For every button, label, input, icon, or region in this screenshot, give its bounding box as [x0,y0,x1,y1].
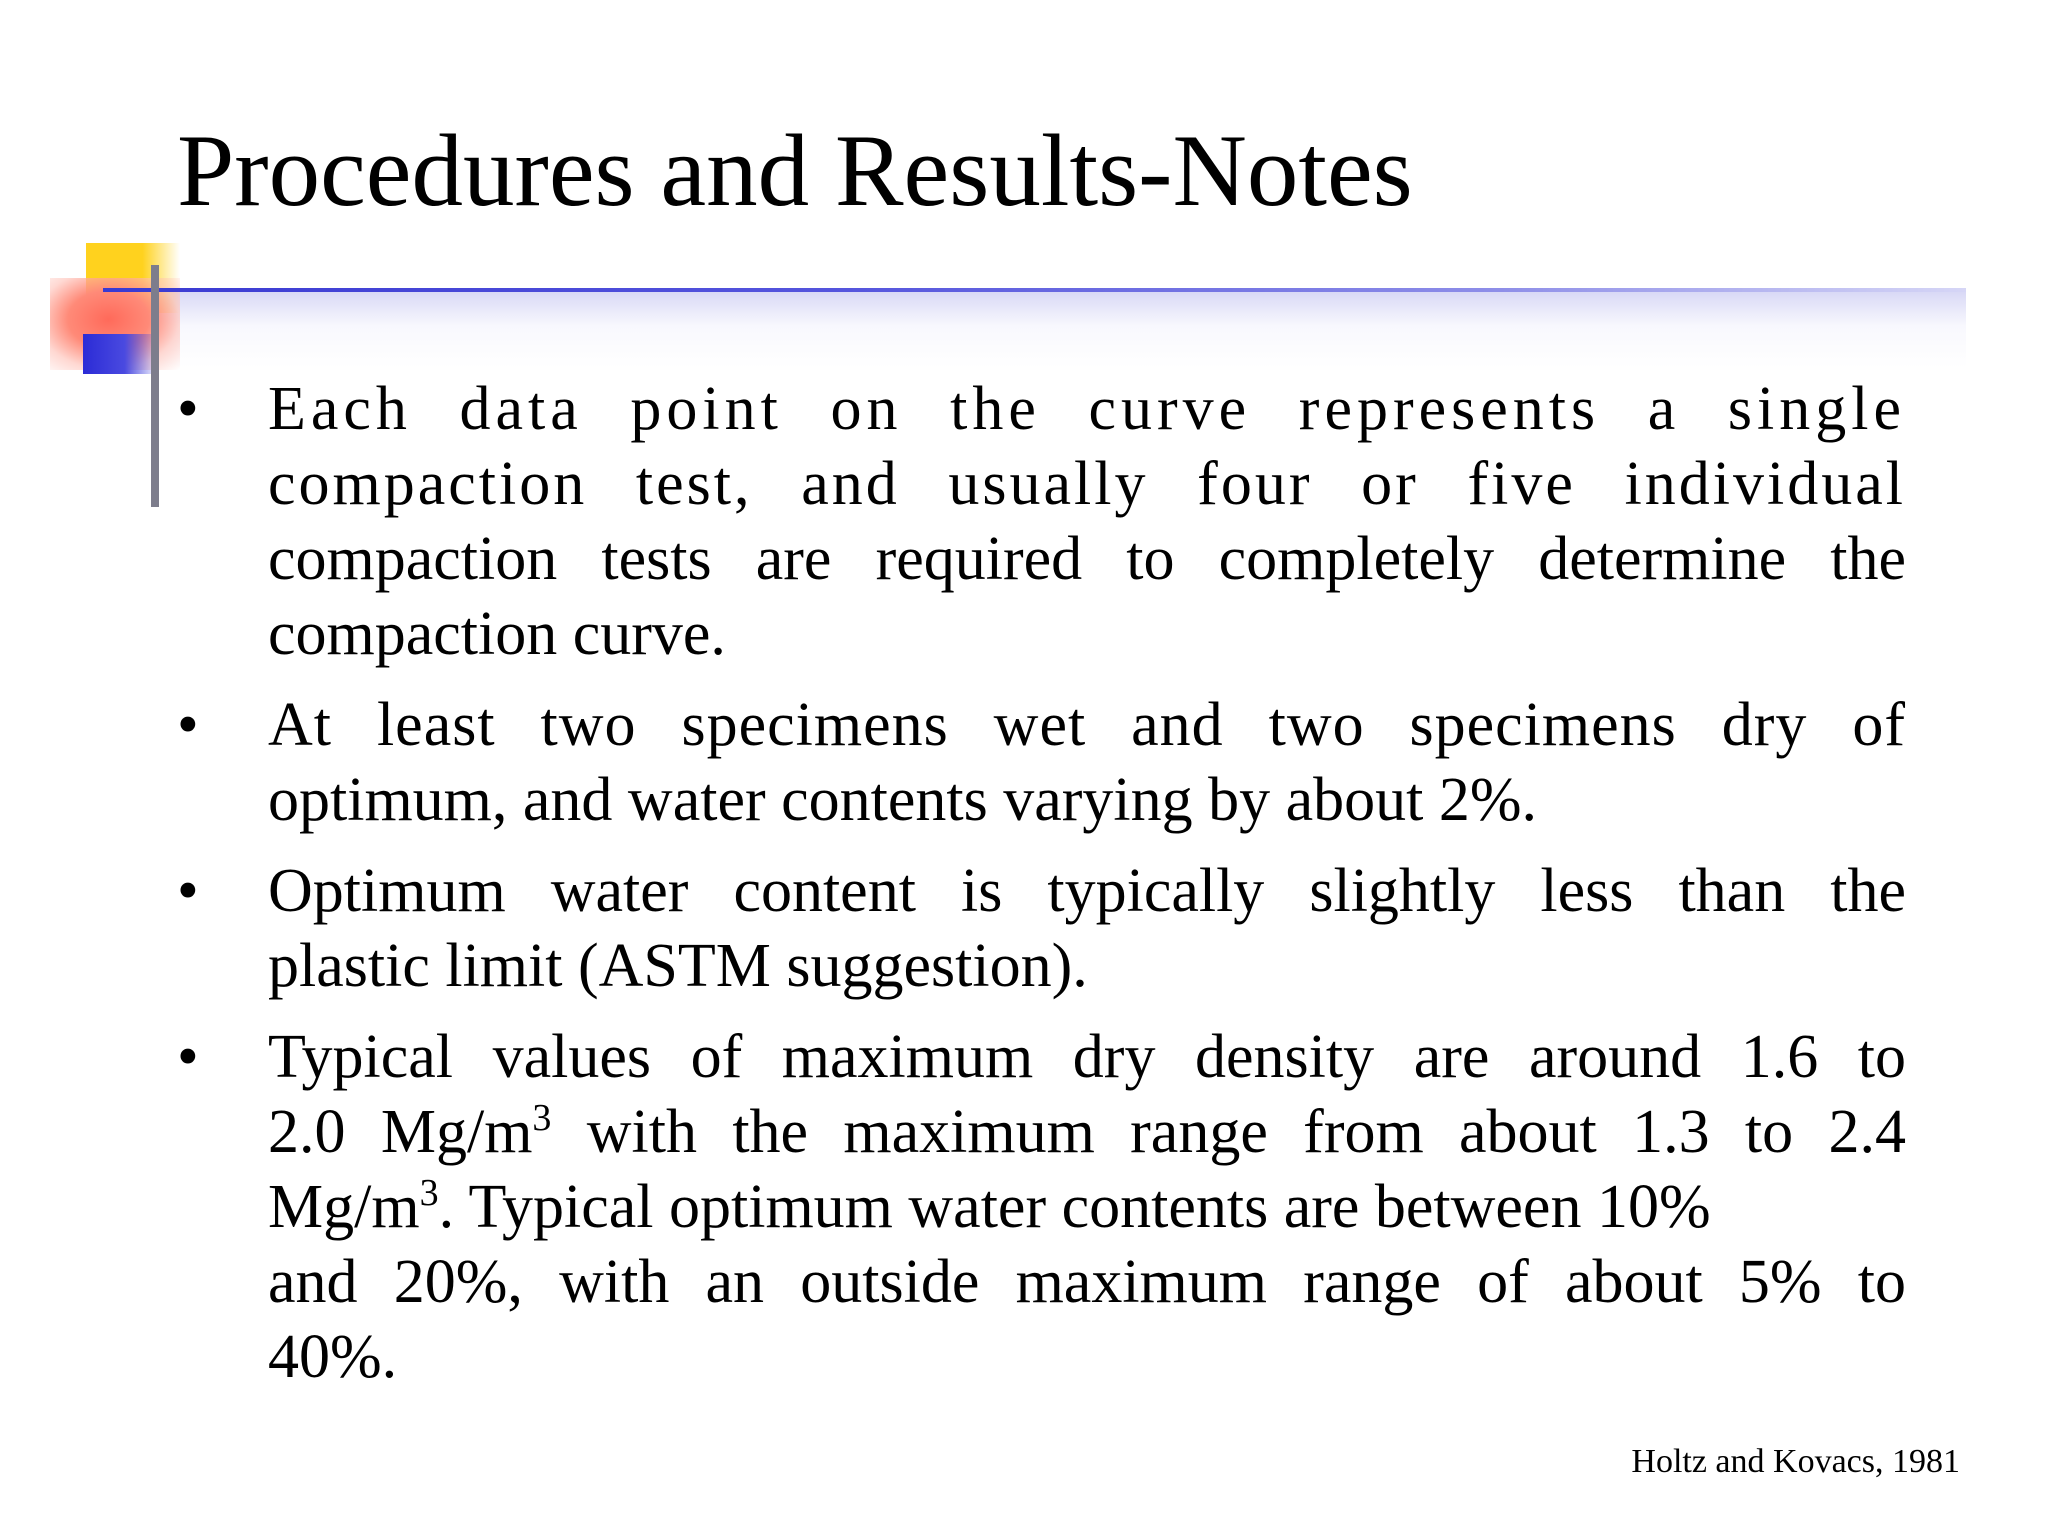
bullet-line: Optimum water content is typically slightly less than the [268,857,1906,925]
title-underline-shadow [110,292,1966,368]
bullet-line: plastic limit (ASTM suggestion). [268,932,1088,1000]
bullet-item [166,372,1906,672]
bullet-dot: • [177,691,199,759]
bullet-list [166,372,1906,1411]
slide-title: Procedures and Results-Notes [177,114,1413,228]
bullet-line: $Mg/m^3$. Typical optimum water contents are between 10% [268,1172,1711,1241]
ornament-blue-square [83,334,159,374]
bullet-text [268,1020,1906,1395]
bullet-text [268,854,1906,1004]
bullet-line: At least two specimens wet and two specimens dry of [268,691,1906,759]
bullet-item [166,688,1906,838]
ornament-vertical-line [151,265,159,507]
bullet-text [268,688,1906,838]
bullet-line: 40%. [268,1323,398,1391]
bullet-line: Typical values of maximum dry density are around 1.6 to [268,1023,1906,1091]
bullet-line: Each data point on the curve represents a single [268,375,1906,443]
bullet-item [166,1020,1906,1395]
bullet-line: compaction curve. [268,600,726,668]
bullet-line: and 20%, with an outside maximum range of about 5% to [268,1248,1906,1316]
bullet-dot: • [177,1023,199,1091]
bullet-line: compaction test, and usually four or five individual [268,450,1906,518]
bullet-line: compaction tests are required to completely determine the [268,525,1906,593]
bullet-text [268,372,1906,672]
title-underline [103,288,1966,292]
bullet-dot: • [177,857,199,925]
bullet-item [166,854,1906,1004]
bullet-line: optimum, and water contents varying by about 2%. [268,766,1538,834]
citation: Holtz and Kovacs, 1981 [1631,1443,1960,1480]
bullet-dot: • [177,375,199,443]
bullet-line: 2.0 $Mg/m^3$ with the maximum range from about 1.3 to 2.4 [268,1097,1906,1166]
